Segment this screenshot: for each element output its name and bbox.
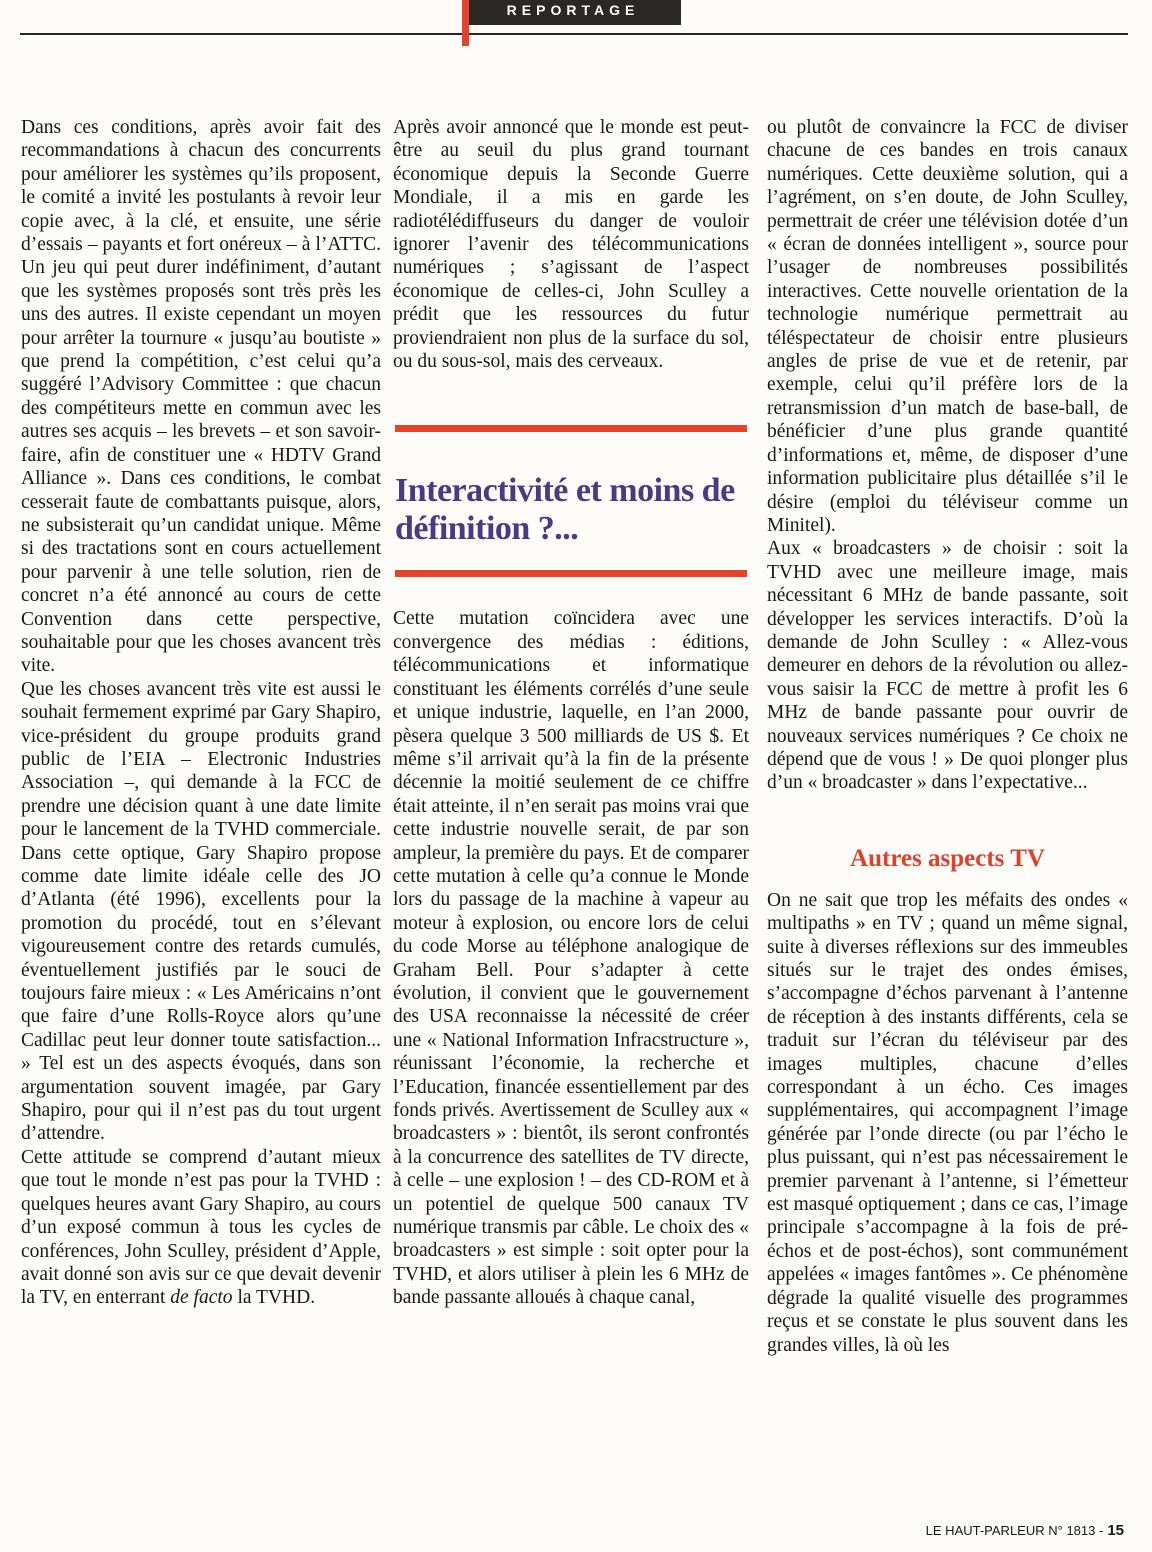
paragraph: Cette mutation coïncidera avec une convergence des médias : éditions, télécommunications et informatique constituant les éléments corrélés d’une seule et unique industrie, laquelle, en l’an 2000, pèsera quelque 3 500 milliards de US $. Et même s’il arrivait qu’à la fin de la présente décennie la moitié seulement de ce chiffre était atteinte, il n’en serait pas moins vrai que cette industrie nouvelle serait, de par son ampleur, la première du pays. Et de comparer cette mutation à celle qu’a connue le Monde lors du passage de la machine à vapeur au moteur à explosion, ou encore lors de celui du code Morse au téléphone analogique de Graham Bell. Pour s’adapter à cette évolution, il convient que le gouvernement des USA reconnaisse la nécessité de créer une « National Information Infracstructure », réunissant l’économie, la recherche et l’Education, financée essentiellement par des fonds privés. Avertissement de Sculley aux « broadcasters » : bientôt, ils seront confrontés à la concurrence des satellites de TV directe, à celle – une explosion ! – des CD-ROM et à un potentiel de quelque 500 canaux TV numérique transmis par câble. Le choix des « broadcasters » est simple : soit opter pour la TVHD, et alors utiliser à plein les 6 MHz de bande passante alloués à chaque canal, — [393, 608, 749, 1309]
paragraph: Après avoir annoncé que le monde est peut-être au seuil du plus grand tournant économique depuis la Seconde Guerre Mondiale, il a mis en garde les radiotélédiffuseurs du danger de vouloir ignorer l’avenir des télécommunications numériques ; s’agissant de l’aspect économique de celles-ci, John Sculley a prédit que les ressources du futur proviendraient non plus de la surface du sol, ou du sous-sol, mais des cerveaux. — [393, 117, 749, 373]
section-divider-bottom — [395, 570, 747, 577]
article-column-2 — [393, 116, 749, 1310]
section-heading: Interactivité et moins de définition ?... — [395, 472, 735, 548]
paragraph: Aux « broadcasters » de choisir : soit la TVHD avec une meilleure image, mais nécessitant 6 MHz de bande passante, soit développer les services interactifs. D’où la demande de John Sculley : « Allez-vous demeurer en dehors de la révolution ou allez-vous saisir la FCC de mettre à profit les 6 MHz de bande passante pour ouvrir de nouveaux services numériques ? Ce choix ne dépend que de vous ! » De quoi plonger plus d’un « broadcaster » dans l’expectative... — [767, 538, 1128, 794]
page-number: 15 — [1107, 1522, 1124, 1539]
page-footer — [926, 1522, 1124, 1539]
paragraph: On ne sait que trop les méfaits des ondes « multipaths » en TV ; quand un même signal, suite à diverses réflexions sur des immeubles situés sur le trajet des ondes émises, s’accompagne d’échos parvenant à l’antenne de réception à des instants différents, cela se traduit sur l’écran du téléviseur par des images multiples, chacune d’elles correspondant à un écho. Ces images supplémentaires, qui accompagnent l’image générée par l’onde directe (ou par l’écho le plus puissant, qui n’est pas nécessairement le premier parvenant à l’antenne, si l’émetteur est masqué optiquement ; dans ce cas, l’image principale s’accompagne à la fois de pré-échos et de post-échos), sont communément appelées « images fantômes ». Ce phénomène dégrade la qualité visuelle des programmes reçus et se constate le plus souvent dans les grandes villes, là où les — [767, 889, 1128, 1356]
article-column-3 — [767, 116, 1128, 1357]
text-run: Cette attitude se comprend d’autant mieux que tout le monde n’est pas pour la TVHD : quelques heures avant Gary Shapiro, au cours d’un exposé commun à tous les cycles de conférences, John Sculley, président d’Apple, avait donné son avis sur ce que devait devenir la TV, en enterrant — [21, 1146, 381, 1309]
header-rule — [20, 33, 1128, 35]
publication-name: LE HAUT-PARLEUR N° 1813 - — [925, 1523, 1104, 1538]
section-heading: Autres aspects TV — [850, 844, 1045, 872]
paragraph — [21, 1146, 381, 1310]
paragraph: ou plutôt de convaincre la FCC de diviser chacune de ces bandes en trois canaux numériques. Cette deuxième solution, qui a l’agrément, on s’en doute, de John Sculley, permettrait de créer une télévision dotée d’un « écran de données intelligent », source pour l’usager de nombreuses possibilités interactives. Cette nouvelle orientation de la technologie numérique permettrait au téléspectateur de choisir entre plusieurs angles de prise de vue et de retenir, par exemple, celui qu’il préfère lors de la retransmission d’un match de base-ball, de bénéficier d’une plus grande quantité d’informations et, même, de disposer d’une information publicitaire plus détaillée s’il le désire (emploi du téléviseur comme un Minitel). — [767, 117, 1128, 536]
italic-text: de facto — [170, 1287, 233, 1309]
text-run: la TVHD. — [232, 1287, 316, 1309]
section-divider-top — [395, 425, 747, 432]
paragraph: Que les choses avancent très vite est aussi le souhait fermement exprimé par Gary Shapiro, vice-président du groupe produits grand public de l’EIA – Electronic Industries Association –, qui demande à la FCC de prendre une décision quant à une date limite pour le lancement de la TVHD commerciale. Dans cette optique, Gary Shapiro propose comme date limite idéale celle des JO d’Atlanta (été 1996), excellents pour la promotion du procédé, tout en s’élevant vigoureusement contre des retards cumulés, éventuellement justifiés par le souci de toujours faire mieux : « Les Américains n’ont que faire d’une Rolls-Royce alors qu’une Cadillac peut leur donner toute satisfaction... » Tel est un des aspects évoqués, dans son argumentation souvent imagée, par Gary Shapiro, pour qui il n’est pas du tout urgent d’attendre. — [21, 678, 381, 1145]
section-label: REPORTAGE — [465, 0, 681, 25]
paragraph: Dans ces conditions, après avoir fait des recommandations à chacun des concurrents pour améliorer les systèmes qu’ils proposent, le comité a invité les postulants à revoir leur copie avec, à la clé, et ensuite, une série d’essais – payants et fort onéreux – à l’ATTC. Un jeu qui peut durer indéfiniment, d’autant que les systèmes proposés sont très près les uns des autres. Il existe cependant un moyen pour arrêter la tournure « jusqu’au boutiste » que prend la compétition, c’est celui qu’a suggéré l’Advisory Committee : que chacun des compétiteurs mette en commun avec les autres ses acquis – les brevets – et son savoir-faire, afin de constituer une « HDTV Grand Alliance ». Dans ces conditions, le combat cesserait faute de combattants puisque, alors, ne subsisterait qu’un candidat unique. Même si des tractations sont en cours actuellement pour parvenir à une telle solution, rien de concret n’a été annoncé au cours de cette Convention dans cette perspective, souhaitable pour que les choses avancent très vite. — [21, 117, 381, 677]
header-accent-bar — [462, 0, 469, 46]
article-column-1 — [21, 116, 381, 1310]
